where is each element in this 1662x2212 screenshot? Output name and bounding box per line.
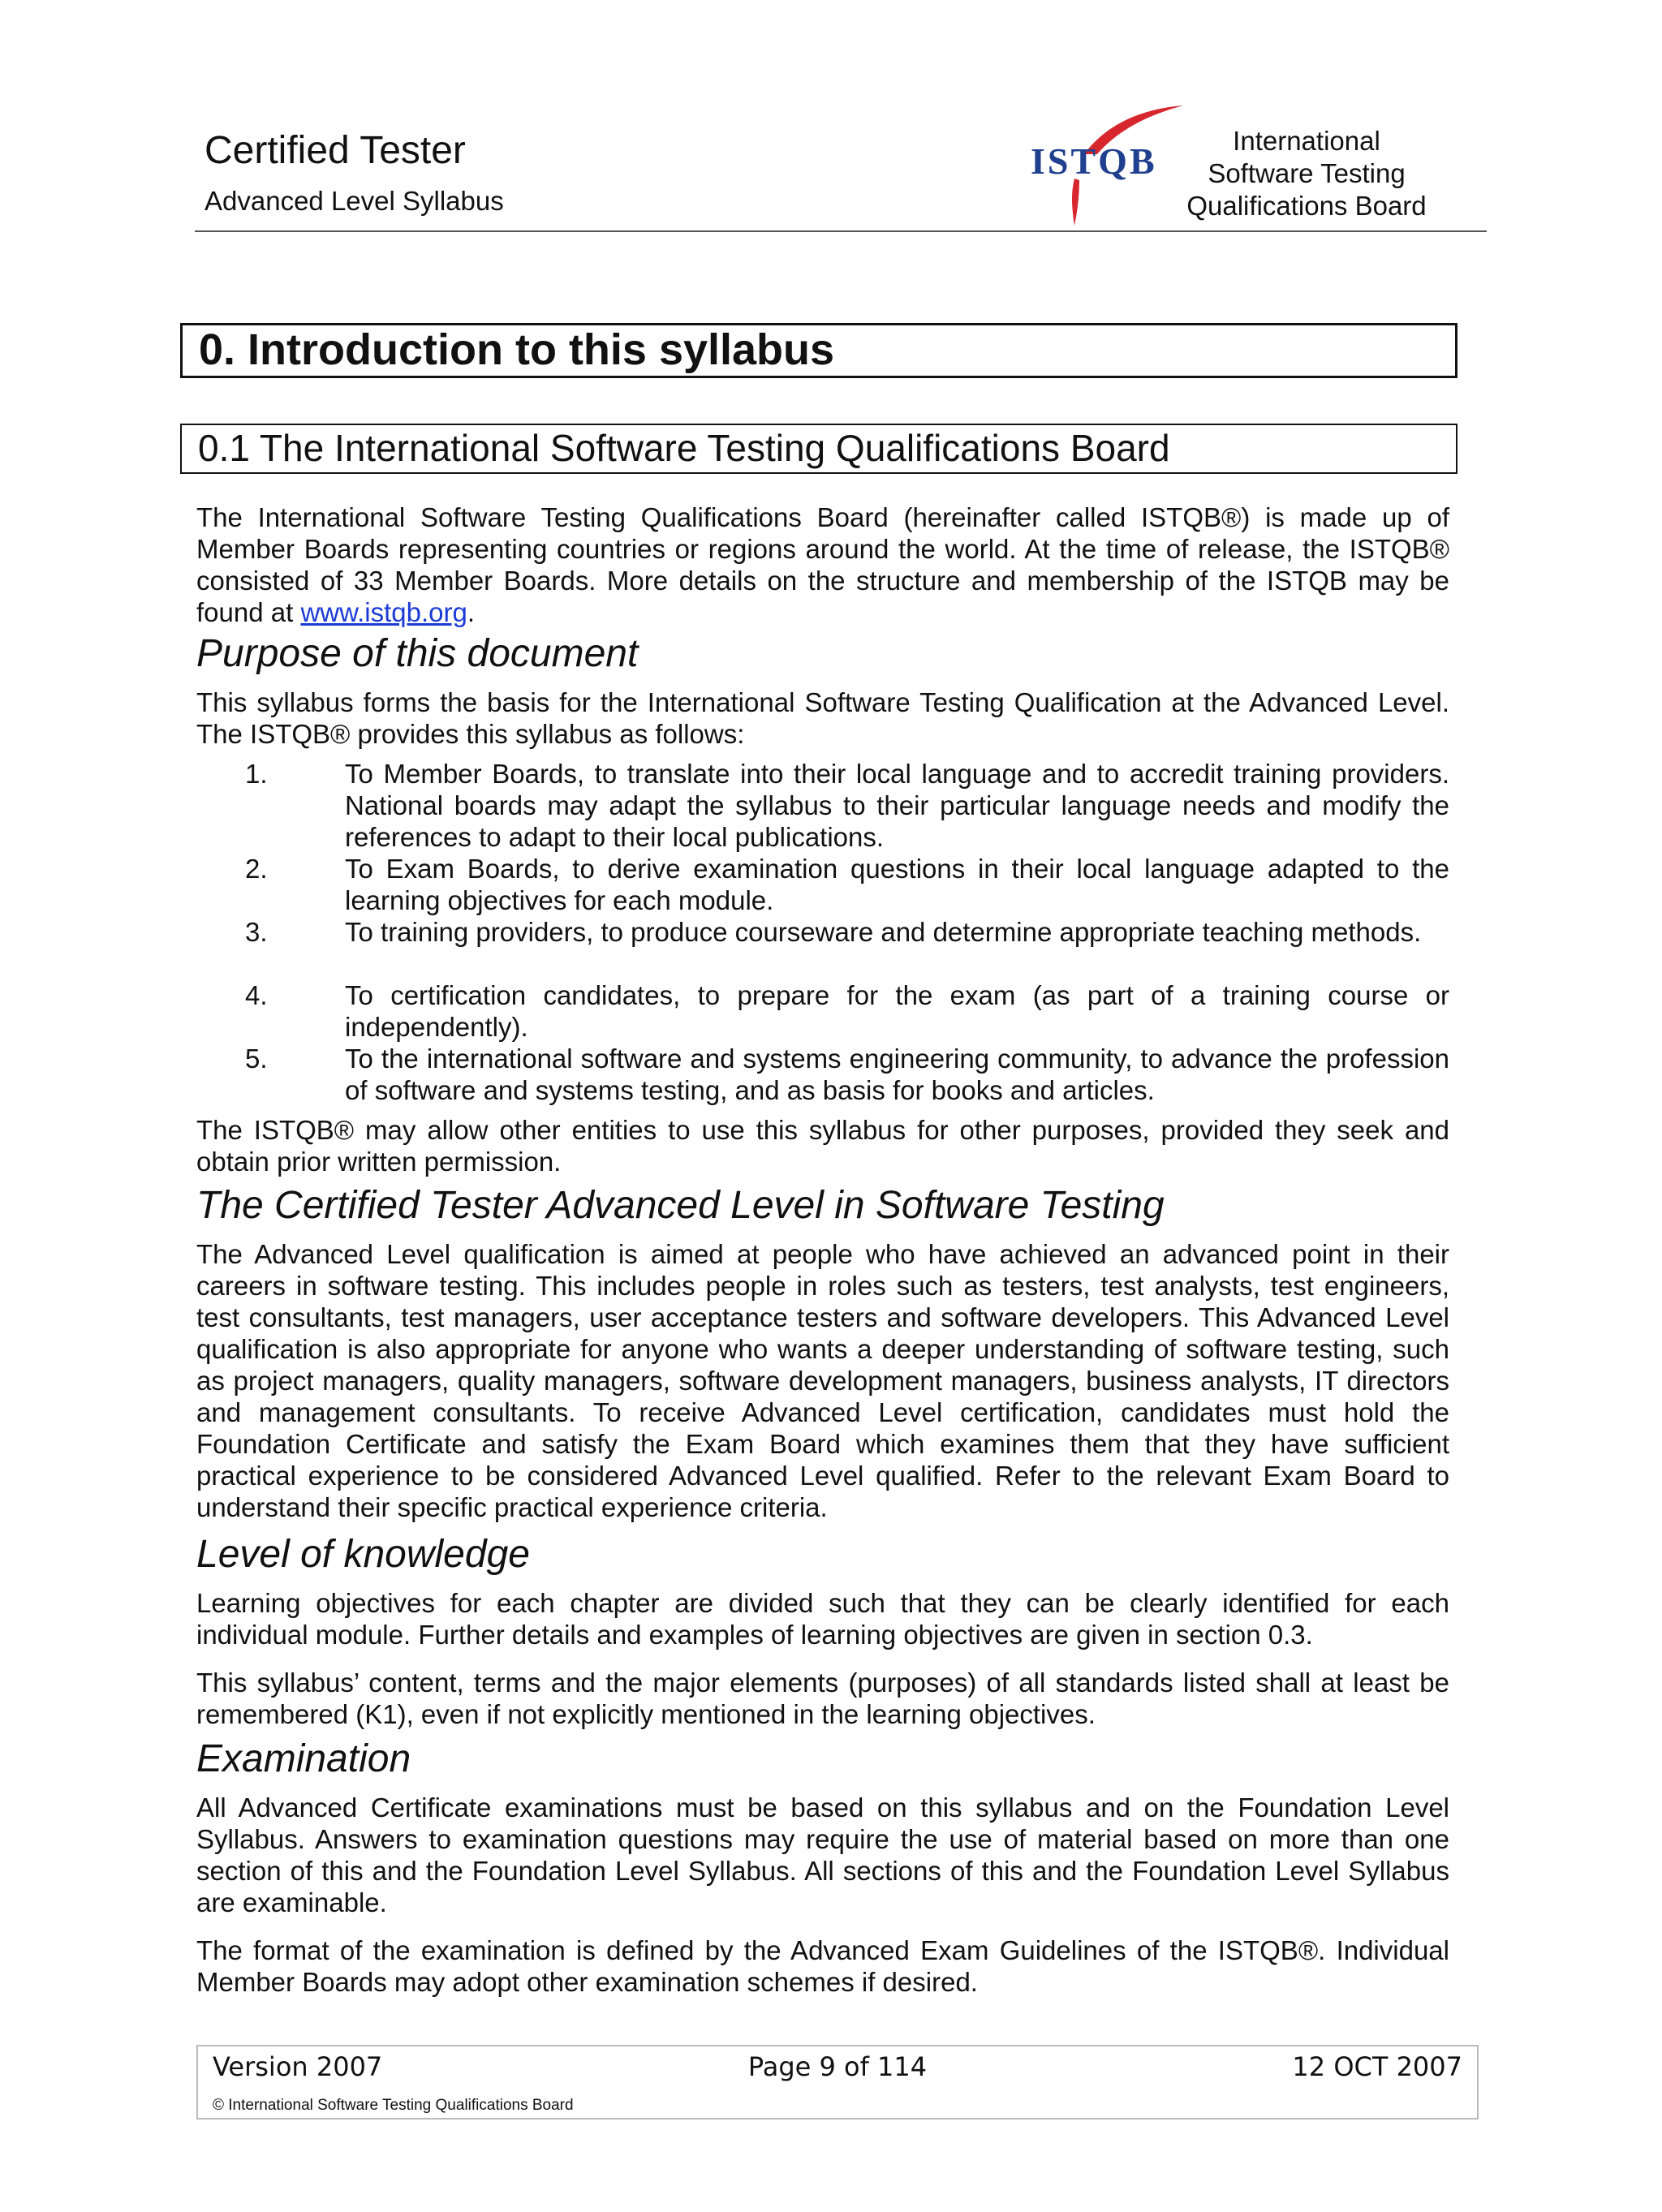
footer-copyright: © International Software Testing Qualifications Board bbox=[213, 2097, 574, 2114]
list-text: To the international software and systems engineering community, to advance the profession of software and systems testing, and as basis for books and articles. bbox=[345, 1044, 1449, 1105]
intro-paragraph bbox=[196, 501, 1449, 628]
logo-text: ISTQB bbox=[1031, 140, 1157, 182]
purpose-heading: Purpose of this document bbox=[196, 632, 639, 675]
knowledge-paragraph-1: Learning objectives for each chapter are divided such that they can be clearly identified for each individual module. Further details and examples of learning objectives are given in section 0.3. bbox=[196, 1588, 1449, 1650]
org-line-2: Software Testing bbox=[1208, 158, 1406, 188]
examination-heading: Examination bbox=[196, 1737, 411, 1780]
istqb-logo bbox=[1029, 104, 1185, 227]
knowledge-heading: Level of knowledge bbox=[196, 1533, 530, 1576]
intro-text: The International Software Testing Qualifications Board (hereinafter called ISTQB®) is made up of Member Boards representing countries or regions around the world. At the time of release, the ISTQB® consisted of 33 Member Boards. More details on the structure and membership of the ISTQB may be found at bbox=[196, 502, 1449, 627]
list-number: 5. bbox=[245, 1044, 268, 1074]
footer-version: Version 2007 bbox=[213, 2051, 383, 2082]
list-number: 4. bbox=[245, 980, 268, 1010]
istqb-link[interactable]: www.istqb.org bbox=[300, 597, 467, 627]
advanced-heading: The Certified Tester Advanced Level in Software Testing bbox=[196, 1184, 1165, 1227]
doc-subtitle: Advanced Level Syllabus bbox=[205, 186, 504, 216]
purpose-paragraph: This syllabus forms the basis for the International Software Testing Qualification at the Advanced Level. The ISTQB® provides this syllabus as follows: bbox=[196, 687, 1449, 749]
list-number: 2. bbox=[245, 854, 268, 884]
list-text: To Exam Boards, to derive examination questions in their local language adapted to the learning objectives for each module. bbox=[345, 854, 1449, 915]
header-rule bbox=[195, 230, 1487, 232]
page-footer bbox=[196, 2045, 1479, 2119]
list-number: 3. bbox=[245, 917, 268, 947]
footer-date: 12 OCT 2007 bbox=[1292, 2051, 1462, 2082]
advanced-paragraph: The Advanced Level qualification is aimed at people who have achieved an advanced point in their careers in software testing. This includes people in roles such as testers, test analysts, test engineers, test consultants, test managers, user acceptance testers and software developers. This Advanced Level qualification is also appropriate for anyone who wants a deeper understanding of software testing, such as project managers, quality managers, software development managers, business analysts, IT directors and management consultants. To receive Advanced Level certification, candidates must hold the Foundation Certificate and satisfy the Exam Board which examines them that they have sufficient practical experience to be considered Advanced Level qualified. Refer to the relevant Exam Board to understand their specific practical experience criteria. bbox=[196, 1239, 1449, 1522]
knowledge-paragraph-2: This syllabus’ content, terms and the major elements (purposes) of all standards listed shall at least be remembered (K1), even if not explicitly mentioned in the learning objectives. bbox=[196, 1668, 1449, 1729]
footer-page-number: Page 9 of 114 bbox=[747, 2051, 928, 2082]
purpose-closing: The ISTQB® may allow other entities to use this syllabus for other purposes, provided they seek and obtain prior written permission. bbox=[196, 1115, 1449, 1177]
list-number: 1. bbox=[245, 759, 268, 789]
org-line-1: International bbox=[1233, 126, 1380, 156]
section-heading: 0.1 The International Software Testing Qualifications Board bbox=[180, 424, 1457, 474]
org-name bbox=[1169, 125, 1445, 222]
intro-after-link: . bbox=[467, 597, 476, 627]
list-text: To certification candidates, to prepare for the exam (as part of a training course or independently). bbox=[345, 980, 1449, 1042]
examination-paragraph-1: All Advanced Certificate examinations must be based on this syllabus and on the Foundation Level Syllabus. Answers to examination questions may require the use of material based on more than one section of this and the Foundation Level Syllabus. All sections of this and the Foundation Level Syllabus are examinable. bbox=[196, 1792, 1449, 1917]
doc-title: Certified Tester bbox=[205, 129, 466, 172]
chapter-heading: 0. Introduction to this syllabus bbox=[180, 323, 1457, 378]
examination-paragraph-2: The format of the examination is defined by the Advanced Exam Guidelines of the ISTQB®. Individual Member Boards may adopt other examination schemes if desired. bbox=[196, 1935, 1449, 1997]
org-line-3: Qualifications Board bbox=[1186, 191, 1427, 221]
list-text: To Member Boards, to translate into their local language and to accredit training providers. National boards may adapt the syllabus to their particular language needs and modify the references to adapt to their local publications. bbox=[345, 759, 1449, 852]
list-text: To training providers, to produce courseware and determine appropriate teaching methods. bbox=[345, 917, 1422, 947]
